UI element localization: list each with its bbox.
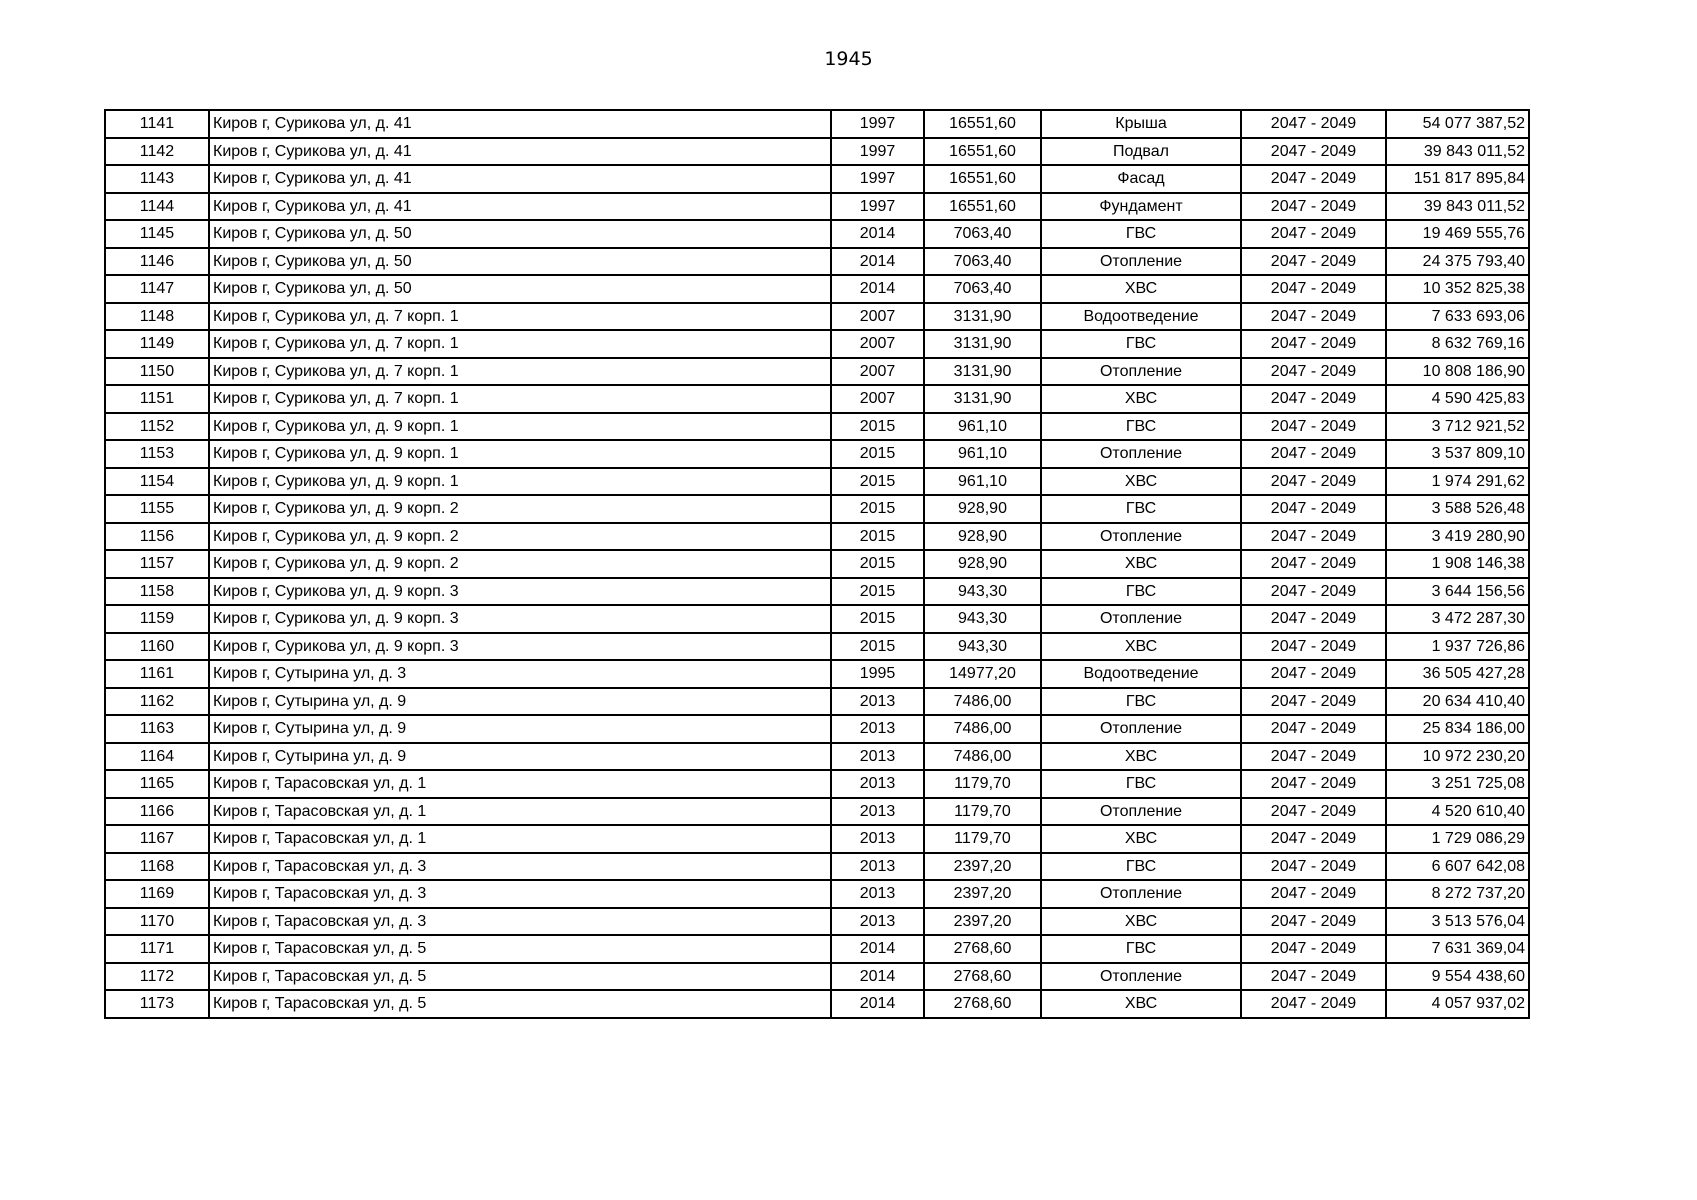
row-number-cell: 1149 bbox=[105, 330, 209, 358]
cost-cell: 9 554 438,60 bbox=[1386, 963, 1529, 991]
address-cell: Киров г, Тарасовская ул, д. 3 bbox=[209, 908, 831, 936]
cost-cell: 3 513 576,04 bbox=[1386, 908, 1529, 936]
year-built-cell: 2013 bbox=[831, 798, 924, 826]
year-built-cell: 2015 bbox=[831, 605, 924, 633]
period-cell: 2047 - 2049 bbox=[1241, 275, 1386, 303]
work-type-cell: ХВС bbox=[1041, 990, 1241, 1018]
table-row bbox=[105, 605, 1529, 633]
year-built-cell: 2013 bbox=[831, 853, 924, 881]
row-number-cell: 1151 bbox=[105, 385, 209, 413]
table-row bbox=[105, 550, 1529, 578]
address-cell: Киров г, Сурикова ул, д. 9 корп. 2 bbox=[209, 550, 831, 578]
address-cell: Киров г, Тарасовская ул, д. 5 bbox=[209, 963, 831, 991]
area-cell: 943,30 bbox=[924, 605, 1041, 633]
work-type-cell: ХВС bbox=[1041, 908, 1241, 936]
period-cell: 2047 - 2049 bbox=[1241, 220, 1386, 248]
work-type-cell: ГВС bbox=[1041, 578, 1241, 606]
area-cell: 16551,60 bbox=[924, 110, 1041, 138]
address-cell: Киров г, Сурикова ул, д. 50 bbox=[209, 248, 831, 276]
year-built-cell: 2007 bbox=[831, 330, 924, 358]
address-cell: Киров г, Сутырина ул, д. 9 bbox=[209, 715, 831, 743]
row-number-cell: 1155 bbox=[105, 495, 209, 523]
address-cell: Киров г, Сутырина ул, д. 9 bbox=[209, 743, 831, 771]
table-row bbox=[105, 413, 1529, 441]
row-number-cell: 1170 bbox=[105, 908, 209, 936]
cost-cell: 8 632 769,16 bbox=[1386, 330, 1529, 358]
cost-cell: 25 834 186,00 bbox=[1386, 715, 1529, 743]
table-row bbox=[105, 660, 1529, 688]
row-number-cell: 1161 bbox=[105, 660, 209, 688]
period-cell: 2047 - 2049 bbox=[1241, 990, 1386, 1018]
cost-cell: 8 272 737,20 bbox=[1386, 880, 1529, 908]
period-cell: 2047 - 2049 bbox=[1241, 935, 1386, 963]
table-row bbox=[105, 963, 1529, 991]
year-built-cell: 2013 bbox=[831, 908, 924, 936]
area-cell: 1179,70 bbox=[924, 770, 1041, 798]
cost-cell: 10 352 825,38 bbox=[1386, 275, 1529, 303]
row-number-cell: 1148 bbox=[105, 303, 209, 331]
work-type-cell: ГВС bbox=[1041, 935, 1241, 963]
area-cell: 1179,70 bbox=[924, 825, 1041, 853]
table-row bbox=[105, 220, 1529, 248]
area-cell: 7063,40 bbox=[924, 248, 1041, 276]
table-row bbox=[105, 523, 1529, 551]
row-number-cell: 1150 bbox=[105, 358, 209, 386]
cost-cell: 54 077 387,52 bbox=[1386, 110, 1529, 138]
address-cell: Киров г, Тарасовская ул, д. 3 bbox=[209, 853, 831, 881]
table-row bbox=[105, 248, 1529, 276]
period-cell: 2047 - 2049 bbox=[1241, 853, 1386, 881]
cost-cell: 151 817 895,84 bbox=[1386, 165, 1529, 193]
work-type-cell: Отопление bbox=[1041, 798, 1241, 826]
period-cell: 2047 - 2049 bbox=[1241, 138, 1386, 166]
period-cell: 2047 - 2049 bbox=[1241, 385, 1386, 413]
period-cell: 2047 - 2049 bbox=[1241, 715, 1386, 743]
row-number-cell: 1145 bbox=[105, 220, 209, 248]
area-cell: 7063,40 bbox=[924, 220, 1041, 248]
cost-cell: 3 712 921,52 bbox=[1386, 413, 1529, 441]
period-cell: 2047 - 2049 bbox=[1241, 358, 1386, 386]
cost-cell: 24 375 793,40 bbox=[1386, 248, 1529, 276]
work-type-cell: ГВС bbox=[1041, 495, 1241, 523]
area-cell: 7486,00 bbox=[924, 743, 1041, 771]
period-cell: 2047 - 2049 bbox=[1241, 963, 1386, 991]
row-number-cell: 1168 bbox=[105, 853, 209, 881]
work-type-cell: Водоотведение bbox=[1041, 303, 1241, 331]
cost-cell: 36 505 427,28 bbox=[1386, 660, 1529, 688]
cost-cell: 39 843 011,52 bbox=[1386, 193, 1529, 221]
work-type-cell: ГВС bbox=[1041, 770, 1241, 798]
row-number-cell: 1163 bbox=[105, 715, 209, 743]
year-built-cell: 1997 bbox=[831, 193, 924, 221]
row-number-cell: 1172 bbox=[105, 963, 209, 991]
address-cell: Киров г, Тарасовская ул, д. 5 bbox=[209, 935, 831, 963]
year-built-cell: 1997 bbox=[831, 165, 924, 193]
table-row bbox=[105, 908, 1529, 936]
year-built-cell: 2015 bbox=[831, 495, 924, 523]
work-type-cell: Отопление bbox=[1041, 248, 1241, 276]
work-type-cell: ГВС bbox=[1041, 330, 1241, 358]
registry-table-body bbox=[105, 110, 1529, 1018]
row-number-cell: 1147 bbox=[105, 275, 209, 303]
cost-cell: 4 057 937,02 bbox=[1386, 990, 1529, 1018]
period-cell: 2047 - 2049 bbox=[1241, 523, 1386, 551]
address-cell: Киров г, Сурикова ул, д. 41 bbox=[209, 165, 831, 193]
cost-cell: 3 472 287,30 bbox=[1386, 605, 1529, 633]
work-type-cell: ХВС bbox=[1041, 825, 1241, 853]
table-row bbox=[105, 385, 1529, 413]
area-cell: 2397,20 bbox=[924, 908, 1041, 936]
period-cell: 2047 - 2049 bbox=[1241, 495, 1386, 523]
table-row bbox=[105, 633, 1529, 661]
area-cell: 928,90 bbox=[924, 523, 1041, 551]
address-cell: Киров г, Сурикова ул, д. 9 корп. 3 bbox=[209, 633, 831, 661]
cost-cell: 4 590 425,83 bbox=[1386, 385, 1529, 413]
table-row bbox=[105, 358, 1529, 386]
work-type-cell: ГВС bbox=[1041, 413, 1241, 441]
cost-cell: 7 631 369,04 bbox=[1386, 935, 1529, 963]
cost-cell: 6 607 642,08 bbox=[1386, 853, 1529, 881]
address-cell: Киров г, Сурикова ул, д. 41 bbox=[209, 110, 831, 138]
table-row bbox=[105, 688, 1529, 716]
address-cell: Киров г, Тарасовская ул, д. 5 bbox=[209, 990, 831, 1018]
table-row bbox=[105, 468, 1529, 496]
year-built-cell: 2014 bbox=[831, 935, 924, 963]
year-built-cell: 2013 bbox=[831, 688, 924, 716]
page-number: 1945 bbox=[824, 48, 873, 70]
table-row bbox=[105, 193, 1529, 221]
table-row bbox=[105, 303, 1529, 331]
address-cell: Киров г, Тарасовская ул, д. 1 bbox=[209, 798, 831, 826]
work-type-cell: Отопление bbox=[1041, 963, 1241, 991]
period-cell: 2047 - 2049 bbox=[1241, 193, 1386, 221]
row-number-cell: 1167 bbox=[105, 825, 209, 853]
row-number-cell: 1173 bbox=[105, 990, 209, 1018]
row-number-cell: 1164 bbox=[105, 743, 209, 771]
area-cell: 928,90 bbox=[924, 495, 1041, 523]
cost-cell: 1 974 291,62 bbox=[1386, 468, 1529, 496]
work-type-cell: ХВС bbox=[1041, 468, 1241, 496]
year-built-cell: 2015 bbox=[831, 440, 924, 468]
address-cell: Киров г, Сурикова ул, д. 50 bbox=[209, 275, 831, 303]
period-cell: 2047 - 2049 bbox=[1241, 688, 1386, 716]
address-cell: Киров г, Сурикова ул, д. 9 корп. 1 bbox=[209, 440, 831, 468]
area-cell: 1179,70 bbox=[924, 798, 1041, 826]
cost-cell: 1 729 086,29 bbox=[1386, 825, 1529, 853]
year-built-cell: 2013 bbox=[831, 715, 924, 743]
cost-cell: 3 251 725,08 bbox=[1386, 770, 1529, 798]
work-type-cell: Крыша bbox=[1041, 110, 1241, 138]
year-built-cell: 2015 bbox=[831, 523, 924, 551]
area-cell: 7063,40 bbox=[924, 275, 1041, 303]
period-cell: 2047 - 2049 bbox=[1241, 248, 1386, 276]
year-built-cell: 2014 bbox=[831, 963, 924, 991]
cost-cell: 3 644 156,56 bbox=[1386, 578, 1529, 606]
row-number-cell: 1142 bbox=[105, 138, 209, 166]
period-cell: 2047 - 2049 bbox=[1241, 605, 1386, 633]
area-cell: 3131,90 bbox=[924, 358, 1041, 386]
row-number-cell: 1143 bbox=[105, 165, 209, 193]
address-cell: Киров г, Сурикова ул, д. 9 корп. 2 bbox=[209, 523, 831, 551]
period-cell: 2047 - 2049 bbox=[1241, 550, 1386, 578]
year-built-cell: 1997 bbox=[831, 110, 924, 138]
cost-cell: 3 537 809,10 bbox=[1386, 440, 1529, 468]
table-row bbox=[105, 138, 1529, 166]
address-cell: Киров г, Тарасовская ул, д. 3 bbox=[209, 880, 831, 908]
work-type-cell: Отопление bbox=[1041, 880, 1241, 908]
work-type-cell: ХВС bbox=[1041, 633, 1241, 661]
row-number-cell: 1171 bbox=[105, 935, 209, 963]
row-number-cell: 1146 bbox=[105, 248, 209, 276]
area-cell: 2768,60 bbox=[924, 935, 1041, 963]
year-built-cell: 2007 bbox=[831, 303, 924, 331]
period-cell: 2047 - 2049 bbox=[1241, 743, 1386, 771]
year-built-cell: 2007 bbox=[831, 358, 924, 386]
table-row bbox=[105, 825, 1529, 853]
address-cell: Киров г, Тарасовская ул, д. 1 bbox=[209, 770, 831, 798]
area-cell: 943,30 bbox=[924, 578, 1041, 606]
period-cell: 2047 - 2049 bbox=[1241, 908, 1386, 936]
year-built-cell: 2007 bbox=[831, 385, 924, 413]
area-cell: 7486,00 bbox=[924, 688, 1041, 716]
work-type-cell: ХВС bbox=[1041, 385, 1241, 413]
period-cell: 2047 - 2049 bbox=[1241, 413, 1386, 441]
period-cell: 2047 - 2049 bbox=[1241, 110, 1386, 138]
work-type-cell: Фундамент bbox=[1041, 193, 1241, 221]
cost-cell: 1 908 146,38 bbox=[1386, 550, 1529, 578]
table-row bbox=[105, 330, 1529, 358]
row-number-cell: 1156 bbox=[105, 523, 209, 551]
table-row bbox=[105, 715, 1529, 743]
table-row bbox=[105, 853, 1529, 881]
row-number-cell: 1157 bbox=[105, 550, 209, 578]
work-type-cell: ГВС bbox=[1041, 688, 1241, 716]
row-number-cell: 1154 bbox=[105, 468, 209, 496]
work-type-cell: Фасад bbox=[1041, 165, 1241, 193]
period-cell: 2047 - 2049 bbox=[1241, 825, 1386, 853]
period-cell: 2047 - 2049 bbox=[1241, 660, 1386, 688]
cost-cell: 3 419 280,90 bbox=[1386, 523, 1529, 551]
area-cell: 961,10 bbox=[924, 413, 1041, 441]
work-type-cell: Отопление bbox=[1041, 440, 1241, 468]
year-built-cell: 2014 bbox=[831, 990, 924, 1018]
address-cell: Киров г, Тарасовская ул, д. 1 bbox=[209, 825, 831, 853]
work-type-cell: Отопление bbox=[1041, 605, 1241, 633]
period-cell: 2047 - 2049 bbox=[1241, 770, 1386, 798]
table-row bbox=[105, 935, 1529, 963]
year-built-cell: 2015 bbox=[831, 578, 924, 606]
address-cell: Киров г, Сурикова ул, д. 41 bbox=[209, 138, 831, 166]
address-cell: Киров г, Сутырина ул, д. 9 bbox=[209, 688, 831, 716]
table-row bbox=[105, 578, 1529, 606]
area-cell: 2397,20 bbox=[924, 880, 1041, 908]
table-row bbox=[105, 770, 1529, 798]
row-number-cell: 1169 bbox=[105, 880, 209, 908]
year-built-cell: 1997 bbox=[831, 138, 924, 166]
work-type-cell: ХВС bbox=[1041, 550, 1241, 578]
cost-cell: 10 808 186,90 bbox=[1386, 358, 1529, 386]
cost-cell: 1 937 726,86 bbox=[1386, 633, 1529, 661]
period-cell: 2047 - 2049 bbox=[1241, 330, 1386, 358]
year-built-cell: 2015 bbox=[831, 413, 924, 441]
address-cell: Киров г, Сурикова ул, д. 9 корп. 3 bbox=[209, 605, 831, 633]
year-built-cell: 2013 bbox=[831, 825, 924, 853]
area-cell: 3131,90 bbox=[924, 385, 1041, 413]
address-cell: Киров г, Сурикова ул, д. 50 bbox=[209, 220, 831, 248]
year-built-cell: 2013 bbox=[831, 880, 924, 908]
table-row bbox=[105, 440, 1529, 468]
area-cell: 16551,60 bbox=[924, 138, 1041, 166]
table-row bbox=[105, 495, 1529, 523]
row-number-cell: 1165 bbox=[105, 770, 209, 798]
cost-cell: 3 588 526,48 bbox=[1386, 495, 1529, 523]
period-cell: 2047 - 2049 bbox=[1241, 633, 1386, 661]
cost-cell: 39 843 011,52 bbox=[1386, 138, 1529, 166]
period-cell: 2047 - 2049 bbox=[1241, 578, 1386, 606]
year-built-cell: 2014 bbox=[831, 220, 924, 248]
area-cell: 961,10 bbox=[924, 468, 1041, 496]
row-number-cell: 1141 bbox=[105, 110, 209, 138]
row-number-cell: 1159 bbox=[105, 605, 209, 633]
period-cell: 2047 - 2049 bbox=[1241, 798, 1386, 826]
cost-cell: 10 972 230,20 bbox=[1386, 743, 1529, 771]
address-cell: Киров г, Сурикова ул, д. 9 корп. 3 bbox=[209, 578, 831, 606]
row-number-cell: 1144 bbox=[105, 193, 209, 221]
row-number-cell: 1160 bbox=[105, 633, 209, 661]
work-type-cell: Отопление bbox=[1041, 523, 1241, 551]
table-row bbox=[105, 798, 1529, 826]
table-row bbox=[105, 110, 1529, 138]
area-cell: 928,90 bbox=[924, 550, 1041, 578]
year-built-cell: 2015 bbox=[831, 468, 924, 496]
year-built-cell: 1995 bbox=[831, 660, 924, 688]
period-cell: 2047 - 2049 bbox=[1241, 303, 1386, 331]
area-cell: 3131,90 bbox=[924, 303, 1041, 331]
area-cell: 16551,60 bbox=[924, 165, 1041, 193]
work-type-cell: Подвал bbox=[1041, 138, 1241, 166]
table-row bbox=[105, 743, 1529, 771]
period-cell: 2047 - 2049 bbox=[1241, 880, 1386, 908]
address-cell: Киров г, Сурикова ул, д. 7 корп. 1 bbox=[209, 358, 831, 386]
year-built-cell: 2014 bbox=[831, 275, 924, 303]
address-cell: Киров г, Сурикова ул, д. 7 корп. 1 bbox=[209, 385, 831, 413]
work-type-cell: Водоотведение bbox=[1041, 660, 1241, 688]
area-cell: 2397,20 bbox=[924, 853, 1041, 881]
table-row bbox=[105, 165, 1529, 193]
year-built-cell: 2014 bbox=[831, 248, 924, 276]
table-row bbox=[105, 275, 1529, 303]
row-number-cell: 1166 bbox=[105, 798, 209, 826]
year-built-cell: 2015 bbox=[831, 633, 924, 661]
year-built-cell: 2013 bbox=[831, 770, 924, 798]
address-cell: Киров г, Сурикова ул, д. 7 корп. 1 bbox=[209, 330, 831, 358]
row-number-cell: 1162 bbox=[105, 688, 209, 716]
period-cell: 2047 - 2049 bbox=[1241, 165, 1386, 193]
row-number-cell: 1152 bbox=[105, 413, 209, 441]
address-cell: Киров г, Сурикова ул, д. 41 bbox=[209, 193, 831, 221]
area-cell: 3131,90 bbox=[924, 330, 1041, 358]
area-cell: 16551,60 bbox=[924, 193, 1041, 221]
area-cell: 961,10 bbox=[924, 440, 1041, 468]
area-cell: 2768,60 bbox=[924, 990, 1041, 1018]
address-cell: Киров г, Сутырина ул, д. 3 bbox=[209, 660, 831, 688]
area-cell: 14977,20 bbox=[924, 660, 1041, 688]
address-cell: Киров г, Сурикова ул, д. 9 корп. 1 bbox=[209, 413, 831, 441]
work-type-cell: ГВС bbox=[1041, 853, 1241, 881]
period-cell: 2047 - 2049 bbox=[1241, 440, 1386, 468]
year-built-cell: 2013 bbox=[831, 743, 924, 771]
table-row bbox=[105, 880, 1529, 908]
year-built-cell: 2015 bbox=[831, 550, 924, 578]
period-cell: 2047 - 2049 bbox=[1241, 468, 1386, 496]
cost-cell: 20 634 410,40 bbox=[1386, 688, 1529, 716]
cost-cell: 4 520 610,40 bbox=[1386, 798, 1529, 826]
address-cell: Киров г, Сурикова ул, д. 7 корп. 1 bbox=[209, 303, 831, 331]
area-cell: 7486,00 bbox=[924, 715, 1041, 743]
cost-cell: 19 469 555,76 bbox=[1386, 220, 1529, 248]
table-row bbox=[105, 990, 1529, 1018]
work-type-cell: Отопление bbox=[1041, 715, 1241, 743]
area-cell: 943,30 bbox=[924, 633, 1041, 661]
work-type-cell: ХВС bbox=[1041, 743, 1241, 771]
work-type-cell: Отопление bbox=[1041, 358, 1241, 386]
row-number-cell: 1158 bbox=[105, 578, 209, 606]
registry-table bbox=[104, 109, 1530, 1019]
work-type-cell: ГВС bbox=[1041, 220, 1241, 248]
area-cell: 2768,60 bbox=[924, 963, 1041, 991]
address-cell: Киров г, Сурикова ул, д. 9 корп. 1 bbox=[209, 468, 831, 496]
work-type-cell: ХВС bbox=[1041, 275, 1241, 303]
cost-cell: 7 633 693,06 bbox=[1386, 303, 1529, 331]
address-cell: Киров г, Сурикова ул, д. 9 корп. 2 bbox=[209, 495, 831, 523]
row-number-cell: 1153 bbox=[105, 440, 209, 468]
